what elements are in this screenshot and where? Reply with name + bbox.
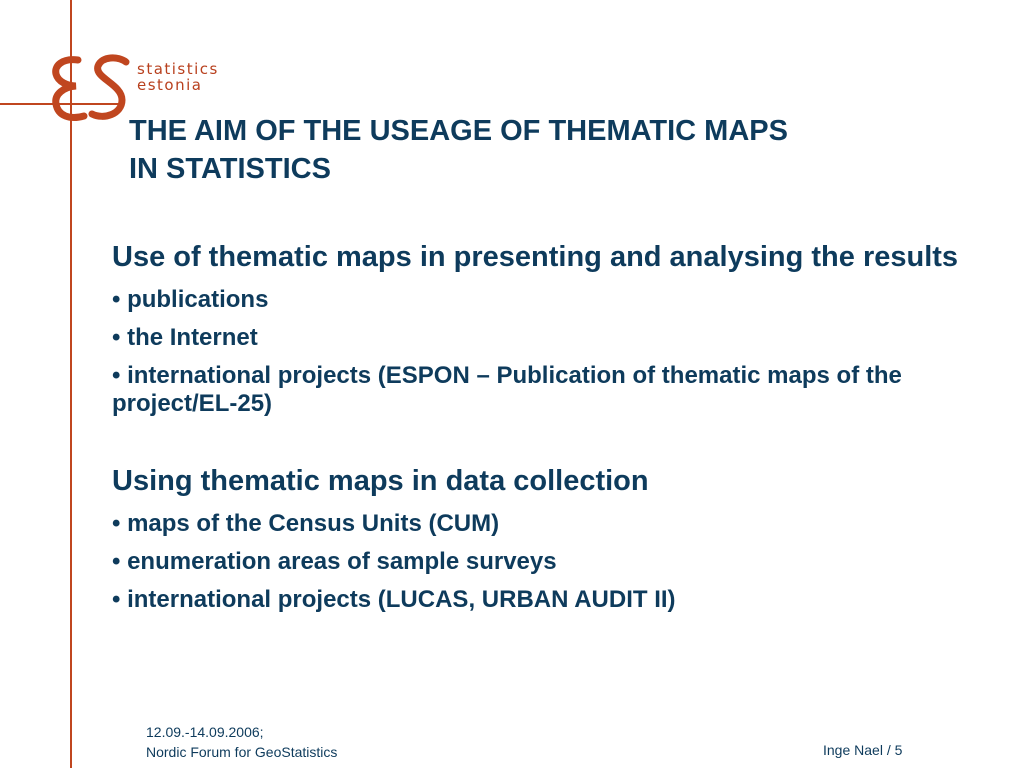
bullet-publications: • publications: [112, 286, 269, 313]
slide-body: [112, 238, 972, 614]
slide-title-line-1: THE AIM OF THE USEAGE OF THEMATIC MAPS: [129, 115, 788, 147]
logo-line-statistics: statistics: [137, 60, 219, 78]
section-heading-data-collection: Using thematic maps in data collection: [112, 465, 649, 497]
bullet-international-projects-lucas: • international projects (LUCAS, URBAN AUDIT II): [112, 586, 676, 613]
bullet-internet: • the Internet: [112, 324, 258, 351]
slide-title-line-2: IN STATISTICS: [129, 153, 331, 185]
logo-line-estonia: estonia: [137, 76, 203, 94]
logo-wordmark: [137, 62, 219, 94]
slide-title: [129, 112, 979, 188]
bullet-enumeration-areas: • enumeration areas of sample surveys: [112, 548, 557, 575]
section-heading-presenting: Use of thematic maps in presenting and analysing the results: [112, 241, 959, 273]
footer-event-name: Nordic Forum for GeoStatistics: [146, 744, 338, 760]
footer-event-info: [146, 722, 337, 762]
footer-date: 12.09.-14.09.2006;: [146, 724, 264, 740]
bullet-international-projects-espon: • international projects (ESPON – Publication of thematic maps of the project/EL-25): [112, 362, 902, 417]
bullet-census-units: • maps of the Census Units (CUM): [112, 510, 500, 537]
statistics-estonia-logo-icon: [48, 52, 132, 131]
footer-author-page: Inge Nael / 5: [823, 742, 903, 758]
